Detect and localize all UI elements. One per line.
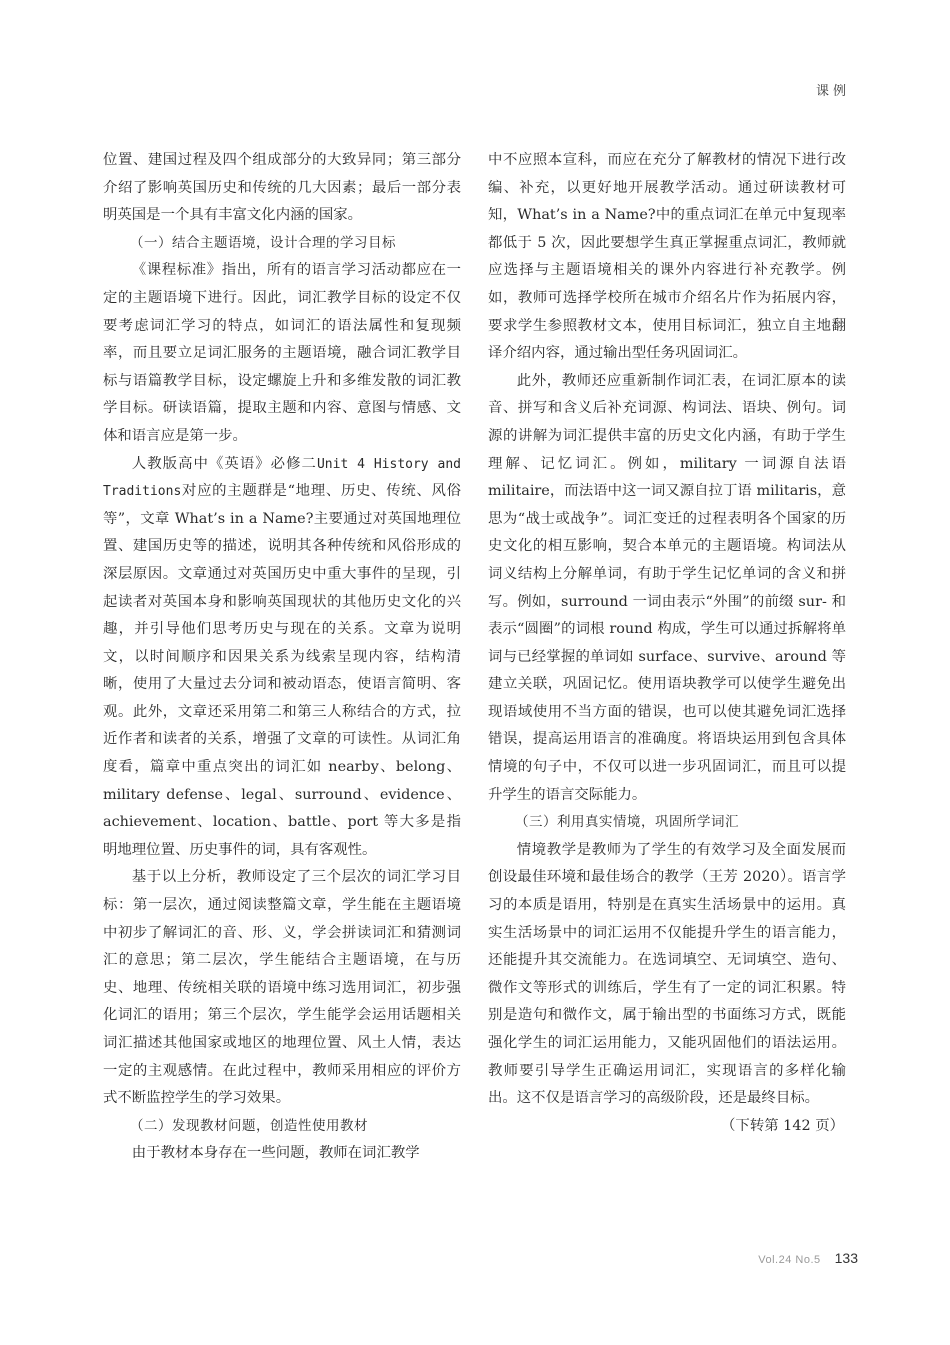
right-column [488, 147, 846, 1140]
section-heading: （一）结合主题语境，设计合理的学习目标 [130, 234, 396, 251]
paragraph: 位置、建国过程及四个组成部分的大致异同；第三部分介绍了影响英国历史和传统的几大因素；最后一部分表明英国是一个具有丰富文化内涵的国家。 [103, 152, 461, 224]
paragraph: 中不应照本宣科，而应在充分了解教材的情况下进行改编、补充，以更好地开展教学活动。通过研读教材可知，What’s in a Name?中的重点词汇在单元中复现率都低于 5 次，因此要想学生真正掌握重点词汇，教师就应选择与主题语境相关的课外内容进行补充教学。例如，教师可选择学校所在城市介绍名片作为拓展内容，要求学生参照教材文本，使用目标词汇，独立自主地翻译介绍内容，通过输出型任务巩固词汇。 [488, 152, 846, 362]
section-heading: （二）发现教材问题，创造性使用教材 [130, 1117, 368, 1134]
paragraph-text: 对应的主题群是“地理、历史、传统、风俗等”，文章 What’s in a Name?主要通过对英国地理位置、建国历史等的描述，说明其各种传统和风俗形成的深层原因。文章通过对英国历史中重大事件的呈现，引起读者对英国本身和影响英国现状的其他历史文化的兴趣，并引导他们思考历史与现在的关系。文章为说明文，以时间顺序和因果关系为线索呈现内容，结构清晰，使用了大量过去分词和被动语态，使语言简明、客观。此外，文章还采用第二和第三人称结合的方式，拉近作者和读者的关系，增强了文章的可读性。从词汇角度看，篇章中重点突出的词汇如 nearby、belong、military defense、legal、surround、evidence、achievement、location、battle、port 等大多是指明地理位置、历史事件的词，具有客观性。 [103, 483, 461, 858]
paragraph: 由于教材本身存在一些问题，教师在词汇教学 [131, 1145, 420, 1162]
section-heading: （三）利用真实情境，巩固所学词汇 [515, 814, 739, 831]
unit-title: Unit 4 History and Traditions [103, 456, 461, 500]
page-footer [758, 1250, 858, 1266]
paragraph [103, 451, 461, 865]
paragraph: 《课程标准》指出，所有的语言学习活动都应在一定的主题语境下进行。因此，词汇教学目标的设定不仅要考虑词汇学习的特点，如词汇的语法属性和复现频率，而且要立足词汇服务的主题语境，融合词汇教学目标与语篇教学目标，设定螺旋上升和多维发散的词汇教学目标。研读语篇，提取主题和内容、意图与情感、文体和语言应是第一步。 [103, 262, 461, 444]
left-column [103, 147, 461, 1168]
page-number: 133 [834, 1250, 858, 1266]
paragraph-lead: 人教版高中《英语》必修二 [131, 455, 317, 472]
continuation-note: （下转第 142 页） [721, 1117, 844, 1134]
paragraph: 基于以上分析，教师设定了三个层次的词汇学习目标：第一层次，通过阅读整篇文章，学生能在主题语境中初步了解词汇的音、形、义，学会拼读词汇和猜测词汇的意思；第二层次，学生能结合主题语境，在与历史、地理、传统相关联的语境中练习选用词汇，初步强化词汇的语用；第三个层次，学生能学会运用话题相关词汇描述其他国家或地区的地理位置、风土人情，表达一定的主观感情。在此过程中，教师采用相应的评价方式不断监控学生的学习效果。 [103, 869, 461, 1107]
section-label: 课例 [815, 84, 850, 99]
paragraph: 情境教学是教师为了学生的有效学习及全面发展而创设最佳环境和最佳场合的教学（王芳 2020）。语言学习的本质是语用，特别是在真实生活场景中的运用。真实生活场景中的词汇运用不仅能提升学生的语言能力，还能提升其交流能力。在选词填空、无词填空、造句、微作文等形式的训练后，学生有了一定的词汇积累。特别是造句和微作文，属于输出型的书面练习方式，既能强化学生的词汇运用能力，又能巩固他们的语法运用。教师要引导学生正确运用词汇，实现语言的多样化输出。这不仅是语言学习的高级阶段，还是最终目标。 [488, 841, 846, 1107]
paragraph: 此外，教师还应重新制作词汇表，在词汇原本的读音、拼写和含义后补充词源、构词法、语块、例句。词源的讲解为词汇提供丰富的历史文化内涵，有助于学生理解、记忆词汇。例如，military 一词源自法语 militaire，而法语中这一词又源自拉丁语 militaris，意思为“战士或战争”。词汇变迁的过程表明各个国家的历史文化的相互影响，契合本单元的主题语境。构词法从词义结构上分解单词，有助于学生记忆单词的含义和拼写。例如，surround 一词由表示“外围”的前缀 sur- 和表示“圆圈”的词根 round 构成，学生可以通过拆解将单词与已经掌握的单词如 surface、survive、around 等建立关联，巩固记忆。使用语块教学可以使学生避免出现语域使用不当方面的错误，也可以使其避免词汇选择错误，提高运用语言的准确度。将语块运用到包含具体情境的句子中，不仅可以进一步巩固词汇，而且可以提升学生的语言交际能力。 [488, 372, 846, 803]
volume-info: Vol.24 No.5 [758, 1254, 821, 1266]
